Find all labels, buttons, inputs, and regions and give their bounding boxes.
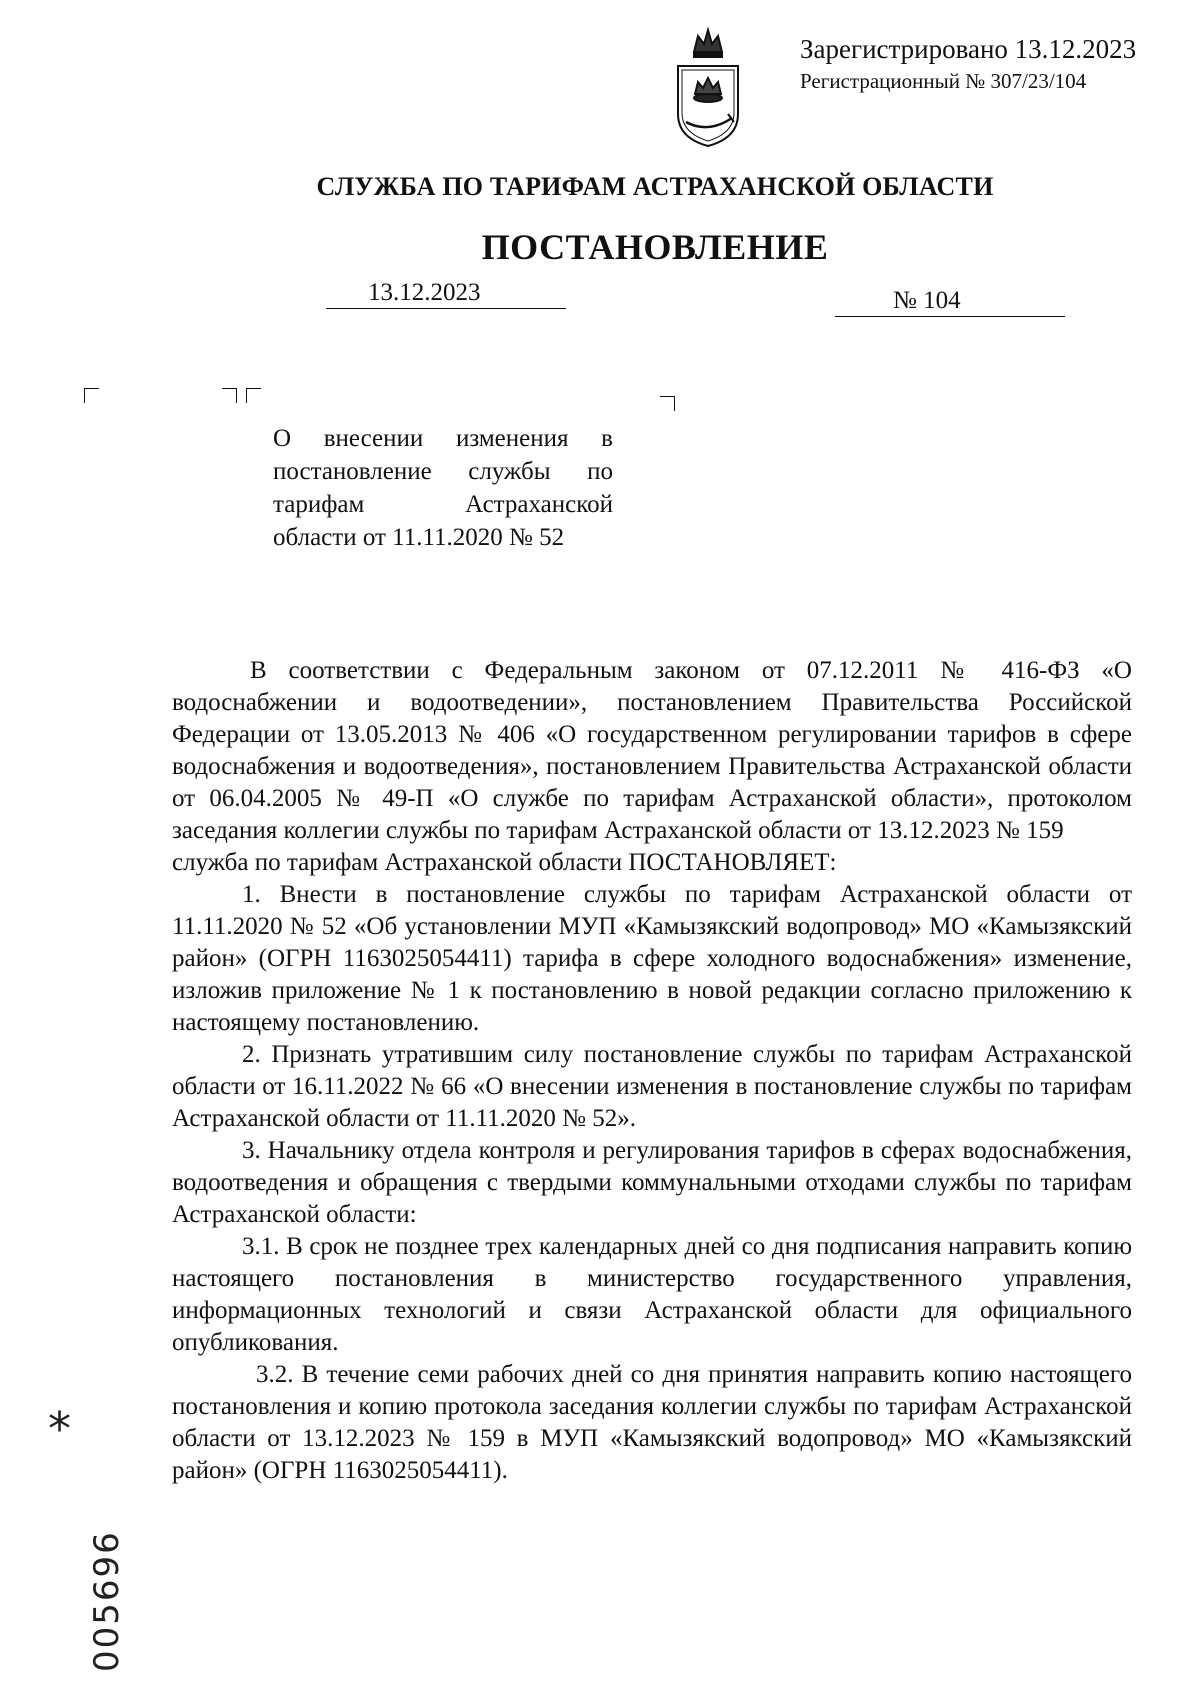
side-star-mark: *: [48, 1402, 71, 1456]
registration-date: Зарегистрировано 13.12.2023: [800, 34, 1137, 64]
subject-line: области от 11.11.2020 № 52: [273, 524, 565, 551]
corner-mark-mid-left: [246, 388, 261, 403]
preamble-paragraph: В соответствии с Федеральным законом от 07.12.2011 № 416-ФЗ «О водоснабжении и водоотведении», постановлением Правительства Российской Федерации от 13.05.2013 № 406 «О государственном регулировании тарифов в сфере водоснабжения и водоотведения», постановлением Правительства Астраханской области от 06.04.2005 № 49-П «О службе по тарифам Астраханской области», протоколом заседания коллегии службы по тарифам Астраханской области от 13.12.2023 № 159: [172, 657, 1132, 844]
corner-mark-right: [660, 396, 675, 411]
astrakhan-coat-of-arms-icon: [668, 22, 748, 150]
document-date: [326, 278, 566, 309]
document-number: [835, 286, 1065, 317]
agency-title: СЛУЖБА ПО ТАРИФАМ АСТРАХАНСКОЙ ОБЛАСТИ: [316, 172, 994, 201]
resolves-line: служба по тарифам Астраханской области ПОСТАНОВЛЯЕТ:: [172, 849, 837, 876]
side-stamp: [35, 1432, 127, 1672]
subject-line: тарифам Астраханской: [273, 491, 613, 518]
document-type: ПОСТАНОВЛЕНИЕ: [481, 227, 829, 267]
document-body: [172, 655, 1132, 1487]
clause-3: 3. Начальнику отдела контроля и регулирования тарифов в сферах водоснабжения, водоотведения и обращения с твердыми коммунальными отходами службы по тарифам Астраханской области:: [172, 1137, 1132, 1228]
side-stamp-number: 005696: [87, 1530, 127, 1672]
corner-mark-mid-right: [222, 388, 237, 403]
document-date-value: 13.12.2023: [368, 279, 481, 306]
registration-number: Регистрационный № 307/23/104: [800, 69, 1087, 93]
document-number-value: № 104: [893, 287, 961, 314]
clause-1: 1. Внести в постановление службы по тарифам Астраханской области от 11.11.2020 № 52 «Об установлении МУП «Камызякский водопровод» МО «Камызякский район» (ОГРН 1163025054411) тарифа в сфере холодного водоснабжения» изменение, изложив приложение № 1 к постановлению в новой редакции согласно приложению к настоящему постановлению.: [172, 881, 1132, 1036]
clause-3-2: 3.2. В течение семи рабочих дней со дня принятия направить копию настоящего постановления и копию протокола заседания коллегии службы по тарифам Астраханской области от 13.12.2023 № 159 в МУП «Камызякский водопровод» МО «Камызякский район» (ОГРН 1163025054411).: [172, 1361, 1132, 1484]
corner-mark-left: [84, 388, 99, 403]
clause-2: 2. Признать утратившим силу постановление службы по тарифам Астраханской области от 16.11.2022 № 66 «О внесении изменения в постановление службы по тарифам Астраханской области от 11.11.2020 № 52».: [172, 1041, 1132, 1132]
registration-block: [800, 32, 1136, 96]
subject-line: О внесении изменения в: [273, 425, 613, 452]
subject-line: постановление службы по: [273, 458, 613, 485]
clause-3-1: 3.1. В срок не позднее трех календарных дней со дня подписания направить копию настоящего постановления в министерство государственного управления, информационных технологий и связи Астраханской области для официального опубликования.: [172, 1233, 1132, 1356]
subject-block: [273, 422, 613, 554]
